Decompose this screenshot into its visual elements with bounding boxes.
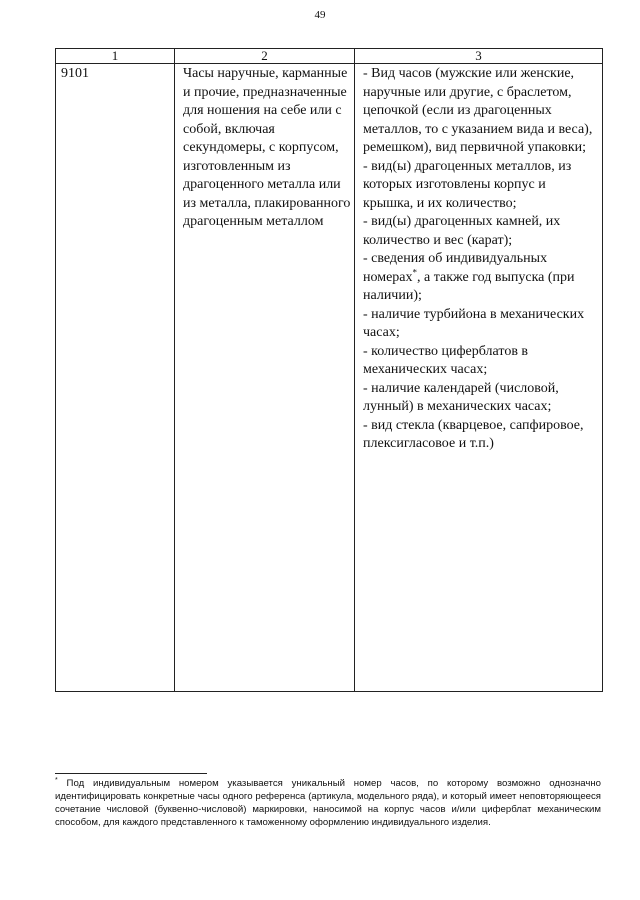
column-header-2: 2 bbox=[175, 49, 355, 64]
attribute-line: - вид стекла (кварцевое, сапфировое, плексигласовое и т.п.) bbox=[363, 417, 584, 451]
attribute-line: - Вид часов (мужские или женские, наручные или другие, с браслетом, цепочкой (если из драгоценных металлов, то с указанием вида и веса), ремешком), вид первичной упаковки; bbox=[363, 66, 593, 155]
goods-name-cell: Часы наручные, карманные и прочие, предназначенные для ношения на себе или с собой, включая секундомеры, с корпусом, изготовленным из драгоценного металла или из металла, плакированного драгоценным металлом bbox=[175, 64, 355, 692]
footnote bbox=[55, 777, 601, 829]
attribute-text-after: , а также год выпуска (при наличии); bbox=[363, 269, 575, 303]
attribute-line: - количество циферблатов в механических часах; bbox=[363, 343, 529, 377]
hs-code-cell: 9101 bbox=[56, 64, 175, 692]
footnote-mark: * bbox=[55, 776, 58, 784]
footnote-reference-mark: * bbox=[412, 266, 418, 277]
table-row bbox=[56, 64, 603, 692]
attribute-line: - наличие турбийона в механических часах; bbox=[363, 306, 585, 340]
footnote-divider bbox=[55, 773, 207, 774]
attribute-line: - вид(ы) драгоценных металлов, из которых изготовлены корпус и крышка, и их количество; bbox=[363, 158, 572, 211]
column-header-3: 3 bbox=[355, 49, 603, 64]
goods-table bbox=[55, 48, 603, 692]
goods-attributes-cell bbox=[355, 64, 603, 692]
attribute-text-before: - сведения об индивидуальных номерах bbox=[363, 251, 548, 285]
page-number: 49 bbox=[314, 9, 326, 21]
attribute-line: - наличие календарей (числовой, лунный) в механических часах; bbox=[363, 380, 559, 414]
attribute-line-with-footnote bbox=[363, 250, 596, 306]
table-header-row bbox=[56, 49, 603, 64]
footnote-text: Под индивидуальным номером указывается уникальный номер часов, по которому возможно однозначно идентифицировать конкретные часы одного референса (артикула, модельного ряда), и который имеет неповторяющееся сочетание числовой (буквенно-числовой) маркировки, наносимой на корпус часов и/или циферблат механическим способом, для каждого представленного к таможенному оформлению индивидуального изделия. bbox=[55, 778, 601, 828]
attribute-line: - вид(ы) драгоценных камней, их количество и вес (карат); bbox=[363, 214, 561, 248]
column-header-1: 1 bbox=[56, 49, 175, 64]
